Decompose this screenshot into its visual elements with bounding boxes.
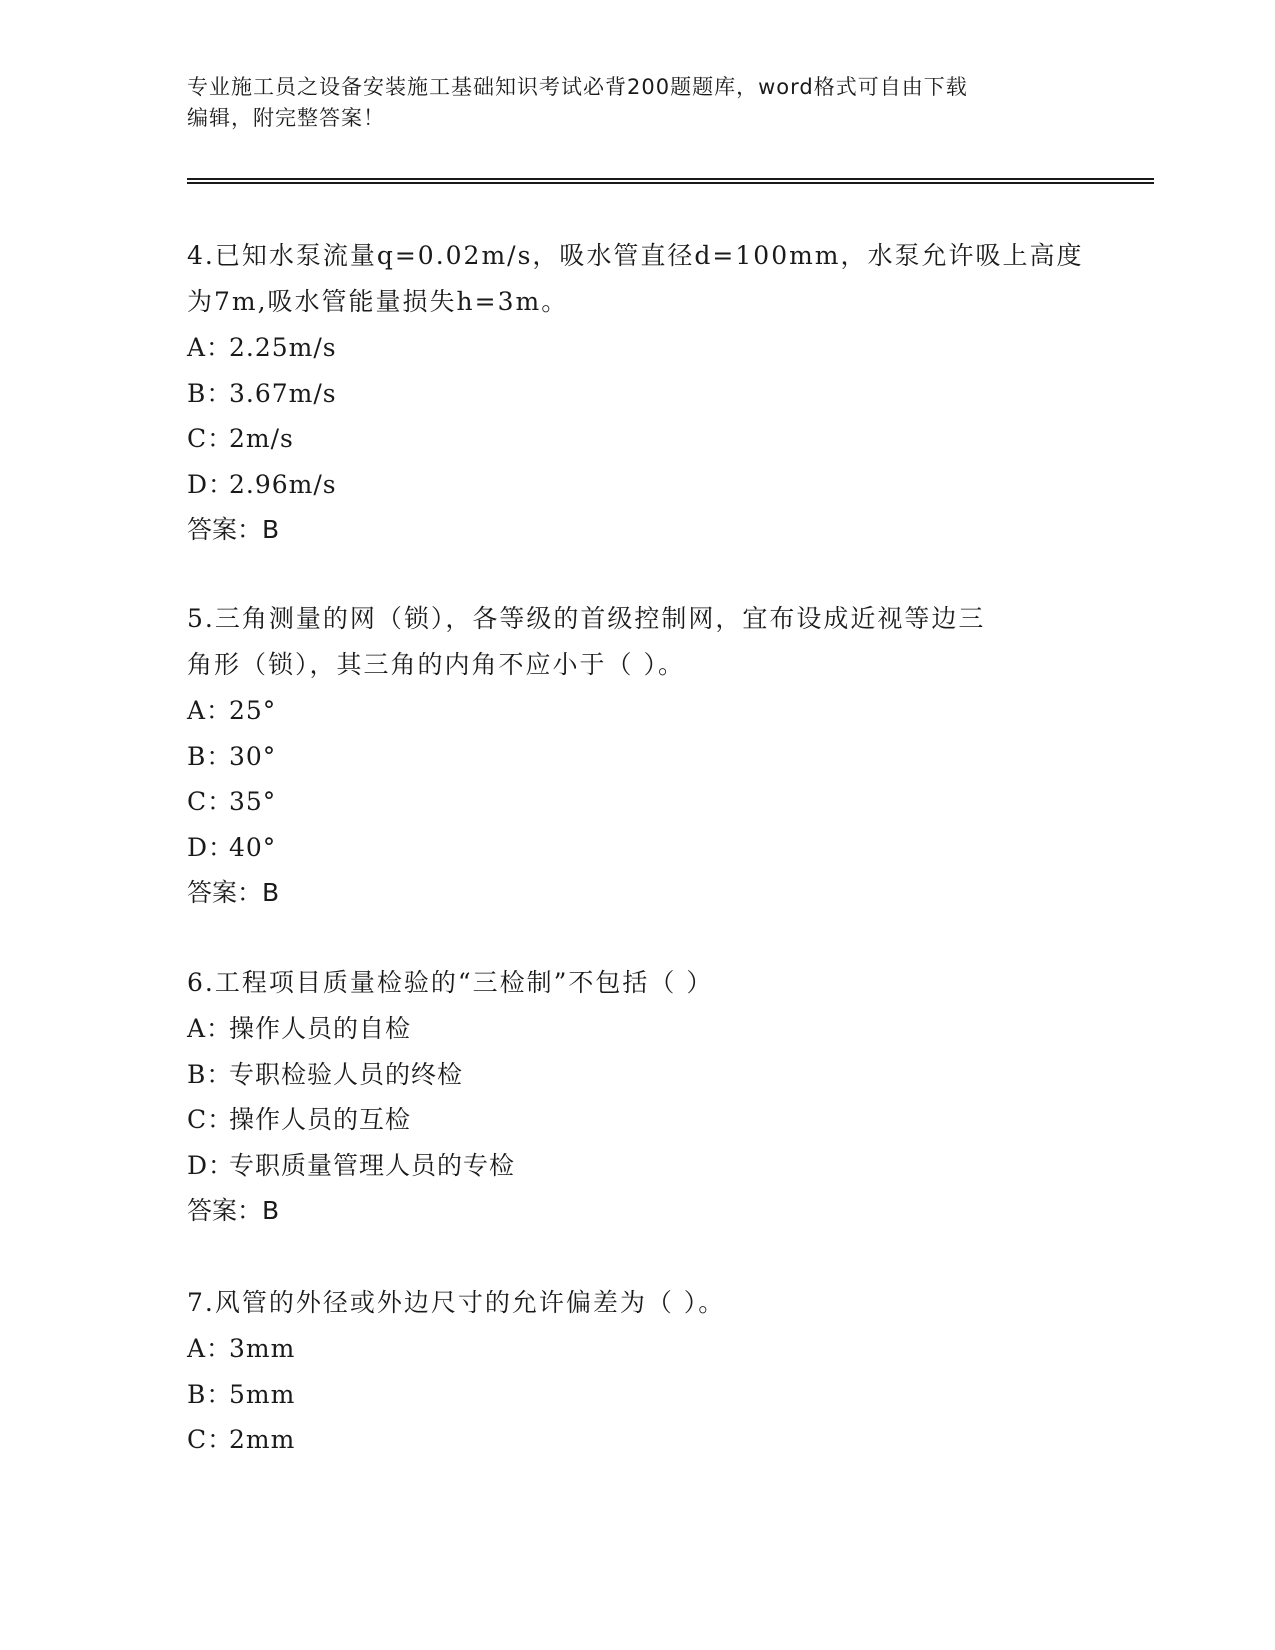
option-key: D： [187,832,235,862]
option-value: 30° [229,741,277,771]
answer-line: 答案：B [187,1196,280,1225]
option-value: 2mm [229,1425,296,1454]
question-4 [187,233,1087,552]
option-value: 3.67m/s [229,378,337,408]
question-5 [187,596,1087,915]
option-key: D： [187,469,235,499]
header-divider-bottom [187,182,1154,184]
option-value: 专职检验人员的终检 [229,1059,464,1089]
header-line-1: 专业施工员之设备安装施工基础知识考试必背200题题库，word格式可自由下载 [187,75,968,99]
question-text-line: 7.风管的外径或外边尺寸的允许偏差为（ ）。 [187,1288,726,1317]
option-d [187,825,1087,871]
option-value: 5mm [229,1379,296,1409]
option-value: 专职质量管理人员的专检 [229,1150,516,1180]
option-key: A： [187,1014,233,1043]
document-header [187,72,1067,134]
option-c [187,1097,1087,1143]
question-text-line: 角形（锁），其三角的内角不应小于（ ）。 [187,650,685,679]
option-key: C： [187,1425,234,1454]
option-a [187,688,1087,734]
option-c [187,416,1087,462]
option-key: B： [187,741,233,771]
option-key: C： [187,424,234,453]
question-7 [187,1280,1087,1463]
option-value: 3mm [229,1334,296,1363]
option-d [187,462,1087,508]
option-value: 40° [229,832,277,862]
option-key: C： [187,1105,234,1134]
option-key: C： [187,787,234,816]
option-value: 25° [229,696,277,725]
question-6 [187,960,1087,1233]
option-key: A： [187,333,233,362]
option-a [187,1006,1087,1052]
option-value: 操作人员的自检 [229,1014,412,1043]
option-key: B： [187,1059,233,1089]
option-b [187,1052,1087,1098]
header-divider-top [187,178,1154,180]
option-value: 操作人员的互检 [229,1105,412,1134]
option-a [187,325,1087,371]
option-c [187,779,1087,825]
option-b [187,1372,1087,1418]
option-value: 2.96m/s [229,469,337,499]
option-key: A： [187,696,233,725]
answer-line: 答案：B [187,515,280,544]
option-d [187,1143,1087,1189]
question-text-line: 为7m,吸水管能量损失h=3m。 [187,287,569,316]
answer-line: 答案：B [187,878,280,907]
option-value: 35° [229,787,277,816]
question-text-line: 4.已知水泵流量q=0.02m/s，吸水管直径d=100mm，水泵允许吸上高度 [187,241,1084,270]
option-value: 2m/s [229,424,294,453]
question-text-line: 6.工程项目质量检验的“三检制”不包括（ ） [187,968,714,997]
option-key: B： [187,378,233,408]
option-a [187,1326,1087,1372]
option-b [187,371,1087,417]
option-c [187,1417,1087,1463]
option-value: 2.25m/s [229,333,337,362]
header-line-2: 编辑，附完整答案！ [187,106,385,130]
option-key: B： [187,1379,233,1409]
option-key: A： [187,1334,233,1363]
option-key: D： [187,1150,235,1180]
question-text-line: 5.三角测量的网（锁），各等级的首级控制网，宜布设成近视等边三 [187,604,986,633]
option-b [187,734,1087,780]
